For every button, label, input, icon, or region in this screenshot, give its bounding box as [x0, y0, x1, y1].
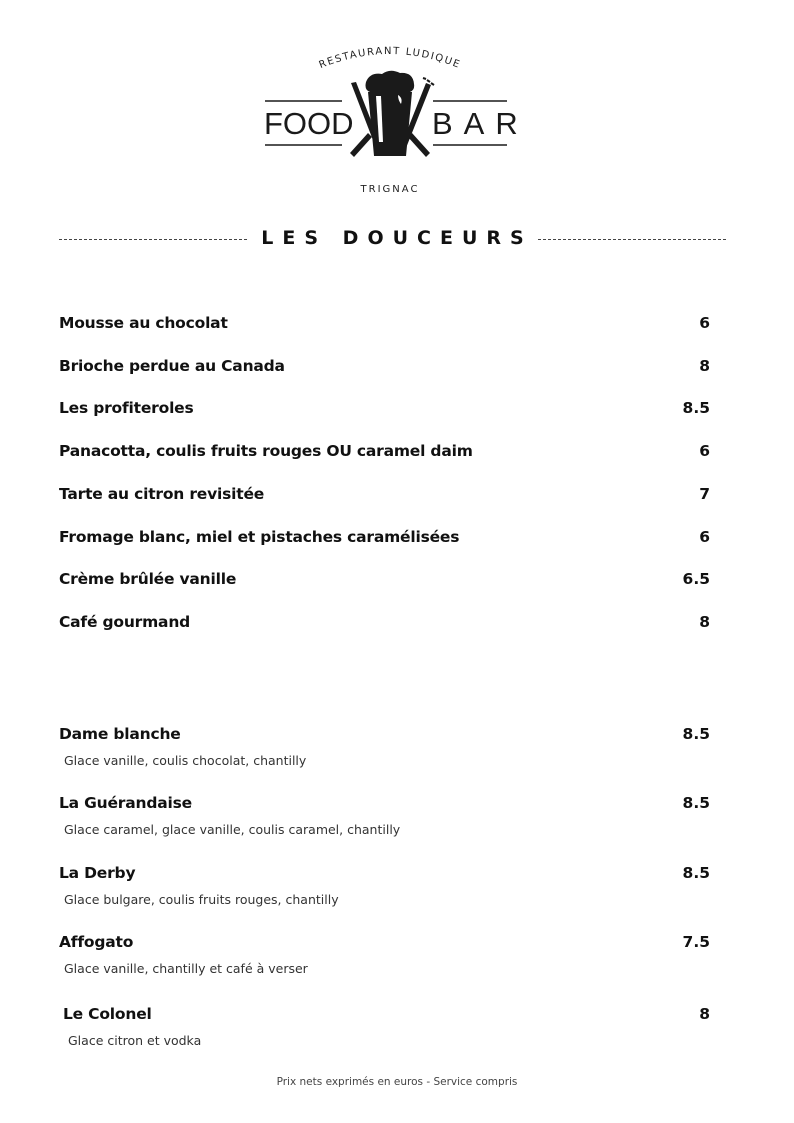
- item-name: Affogato: [59, 933, 134, 951]
- item-name: Le Colonel: [63, 1005, 152, 1023]
- item-description: Glace citron et vodka: [68, 1033, 202, 1048]
- item-description: Glace caramel, glace vanille, coulis caramel, chantilly: [64, 822, 401, 837]
- item-name: Panacotta, coulis fruits rouges OU caramel daim: [59, 442, 473, 460]
- menu-item: [59, 357, 710, 379]
- item-price: 6.5: [682, 570, 710, 588]
- item-price: 8: [699, 1005, 710, 1023]
- item-price: 8: [699, 357, 710, 375]
- price-footnote: Prix nets exprimés en euros - Service compris: [276, 1076, 518, 1088]
- item-name: La Derby: [59, 864, 136, 882]
- item-name: Brioche perdue au Canada: [59, 357, 285, 375]
- item-description: Glace bulgare, coulis fruits rouges, chantilly: [64, 892, 339, 907]
- item-name: Fromage blanc, miel et pistaches caramélisées: [59, 528, 460, 546]
- item-name: Mousse au chocolat: [59, 314, 228, 332]
- item-price: 8.5: [682, 725, 710, 743]
- item-description: Glace vanille, chantilly et café à verser: [64, 961, 308, 976]
- item-name: Tarte au citron revisitée: [59, 485, 265, 503]
- menu-item: [59, 613, 710, 635]
- menu-item: [59, 399, 710, 421]
- item-name: Crème brûlée vanille: [59, 570, 237, 588]
- sundae-item: [59, 794, 710, 837]
- item-price: 7.5: [682, 933, 710, 951]
- logo-town: TRIGNAC: [360, 184, 420, 195]
- menu-item: [59, 485, 710, 507]
- menu-item: [59, 528, 710, 550]
- item-name: La Guérandaise: [59, 794, 192, 812]
- item-price: 6: [699, 528, 710, 546]
- item-price: 7: [699, 485, 710, 503]
- item-price: 8.5: [682, 864, 710, 882]
- sundae-item: [59, 725, 710, 768]
- section-title: LES DOUCEURS: [261, 227, 533, 249]
- item-price: 6: [699, 314, 710, 332]
- menu-item: [59, 570, 710, 592]
- item-name: Dame blanche: [59, 725, 181, 743]
- logo-word-bar: BAR: [432, 106, 529, 141]
- title-divider-right: [538, 239, 726, 240]
- sundae-item: [59, 933, 710, 976]
- logo-arc-text: RESTAURANT LUDIQUE: [317, 45, 463, 72]
- item-price: 8: [699, 613, 710, 631]
- item-price: 8.5: [682, 399, 710, 417]
- logo-word-food: FOOD: [264, 106, 354, 141]
- menu-item: [59, 314, 710, 336]
- sundae-item: [59, 1005, 710, 1048]
- item-name: Les profiteroles: [59, 399, 194, 417]
- sundae-item: [59, 864, 710, 907]
- item-description: Glace vanille, coulis chocolat, chantilly: [64, 753, 307, 768]
- beer-glass-icon: [366, 71, 415, 156]
- menu-item: [59, 442, 710, 464]
- item-name: Café gourmand: [59, 613, 191, 631]
- item-price: 6: [699, 442, 710, 460]
- item-price: 8.5: [682, 794, 710, 812]
- restaurant-logo: [250, 38, 530, 203]
